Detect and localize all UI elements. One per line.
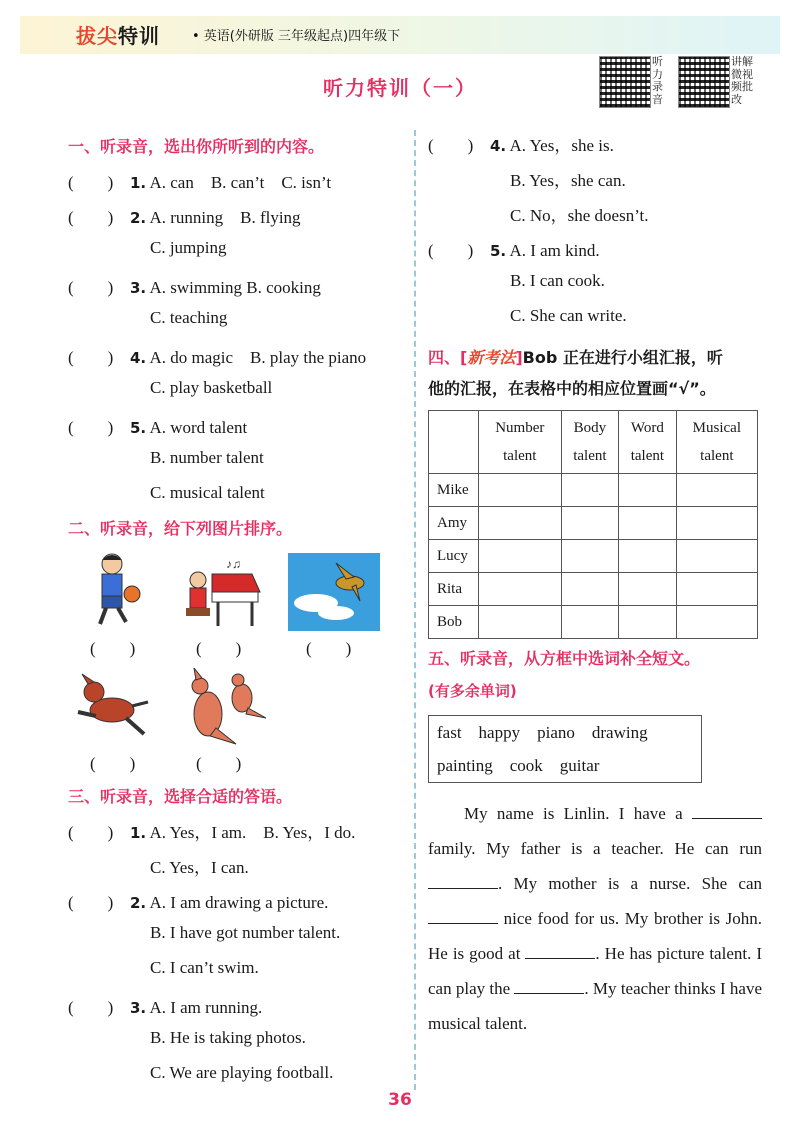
question-line	[68, 1028, 306, 1048]
option-text: A. I am kind.	[506, 241, 600, 260]
section5-note: (有多余单词)	[428, 682, 517, 700]
option-text: A. can B. can’t C. isn’t	[146, 173, 332, 192]
page-title: 听力特训（一）	[323, 76, 477, 100]
answer-paren[interactable]: ( )	[428, 241, 474, 260]
kangaroos-picture	[180, 668, 270, 748]
fill-blank[interactable]	[428, 909, 498, 924]
row-name: Lucy	[429, 540, 479, 573]
table-cell[interactable]	[619, 507, 677, 540]
column-header: Body talent	[561, 411, 619, 474]
word-bank-box	[428, 715, 702, 783]
answer-paren[interactable]: ( )	[68, 823, 114, 842]
table-cell[interactable]	[676, 474, 757, 507]
question-line	[68, 448, 264, 468]
option-text: C. We are playing football.	[150, 1063, 334, 1082]
table-cell[interactable]	[619, 474, 677, 507]
option-text: B. Yes，she can.	[510, 171, 626, 190]
question-line	[68, 818, 355, 843]
option-text: B. I have got number talent.	[150, 923, 341, 942]
table-cell[interactable]	[676, 540, 757, 573]
answer-paren[interactable]: ( )	[68, 348, 114, 367]
option-text: C. teaching	[150, 308, 228, 327]
question-number: 4.	[130, 349, 147, 367]
option-text: C. She can write.	[510, 306, 627, 325]
question-line	[68, 413, 247, 438]
option-text: B. He is taking photos.	[150, 1028, 306, 1047]
question-line	[68, 993, 262, 1018]
question-line	[428, 201, 649, 226]
question-number: 5.	[490, 242, 507, 260]
column-header: Number talent	[479, 411, 562, 474]
table-cell[interactable]	[676, 606, 757, 639]
picture-answer-blank[interactable]: ( )	[90, 639, 136, 658]
table-row	[429, 540, 758, 573]
svg-text:♪♫: ♪♫	[226, 557, 241, 571]
table-cell[interactable]	[676, 573, 757, 606]
question-line	[68, 888, 328, 913]
table-cell[interactable]	[619, 573, 677, 606]
table-row	[429, 573, 758, 606]
page-number: 36	[388, 1090, 412, 1110]
question-number: 2.	[130, 209, 147, 227]
qr-video-label: 讲解微视频批改	[731, 55, 753, 106]
answer-paren[interactable]: ( )	[68, 278, 114, 297]
column-divider	[414, 130, 416, 1090]
table-cell[interactable]	[561, 540, 619, 573]
question-line	[428, 306, 627, 326]
picture-answer-blank[interactable]: ( )	[196, 639, 242, 658]
row-name: Mike	[429, 474, 479, 507]
fill-blank[interactable]	[692, 804, 762, 819]
option-text: C. Yes，I can.	[150, 858, 249, 877]
option-text: A. running B. flying	[146, 208, 301, 227]
question-number: 1.	[130, 824, 147, 842]
question-line	[68, 273, 321, 298]
question-number: 1.	[130, 174, 147, 192]
answer-paren[interactable]: ( )	[428, 136, 474, 155]
answer-paren[interactable]: ( )	[68, 998, 114, 1017]
column-header: Musical talent	[676, 411, 757, 474]
question-line	[428, 271, 605, 291]
question-number: 4.	[490, 137, 507, 155]
option-text: A. I am drawing a picture.	[146, 893, 329, 912]
question-line	[68, 203, 301, 228]
fill-blank[interactable]	[525, 944, 595, 959]
table-header-row	[429, 411, 758, 474]
qr-code-video-icon[interactable]	[678, 56, 730, 108]
fill-blank[interactable]	[428, 874, 498, 889]
qr-code-audio-icon[interactable]	[599, 56, 651, 108]
table-cell[interactable]	[676, 507, 757, 540]
column-header: Word talent	[619, 411, 677, 474]
option-text: A. Yes，I am. B. Yes，I do.	[146, 823, 356, 842]
option-text: C. musical talent	[150, 483, 265, 502]
question-line	[68, 238, 227, 258]
question-number: 5.	[130, 419, 147, 437]
question-number: 3.	[130, 279, 147, 297]
question-number: 3.	[130, 999, 147, 1017]
row-name: Amy	[429, 507, 479, 540]
option-text: C. jumping	[150, 238, 227, 257]
option-text: B. I can cook.	[510, 271, 605, 290]
flying-bird-picture	[288, 553, 380, 631]
table-cell[interactable]	[479, 540, 562, 573]
word-bank-line: painting cook guitar	[437, 756, 600, 775]
table-cell[interactable]	[561, 474, 619, 507]
option-text: A. I am running.	[146, 998, 263, 1017]
header-bar	[20, 16, 780, 54]
new-exam-tag: 新考法	[467, 348, 516, 367]
fill-blank[interactable]	[514, 979, 584, 994]
question-line	[68, 168, 331, 193]
option-text: C. No，she doesn’t.	[510, 206, 649, 225]
word-bank-line: fast happy piano drawing	[437, 723, 648, 742]
option-text: A. Yes，she is.	[506, 136, 614, 155]
piano-girl-picture	[182, 554, 262, 630]
option-text: A. do magic B. play the piano	[146, 348, 367, 367]
talent-table	[428, 410, 758, 639]
picture-answer-blank[interactable]: ( )	[90, 754, 136, 773]
table-row	[429, 606, 758, 639]
question-line	[68, 958, 259, 978]
question-line	[428, 236, 600, 261]
answer-paren[interactable]: ( )	[68, 173, 114, 192]
question-line	[68, 1063, 333, 1083]
table-cell[interactable]	[619, 540, 677, 573]
section1-heading: 一、听录音，选出你所听到的内容。	[68, 137, 325, 156]
table-row	[429, 474, 758, 507]
option-text: A. word talent	[146, 418, 248, 437]
question-line	[68, 853, 249, 878]
question-line	[68, 308, 227, 328]
brand-logo: 拔尖特训	[76, 24, 160, 48]
basketball-boy-picture	[82, 550, 152, 630]
answer-paren[interactable]: ( )	[68, 893, 114, 912]
question-number: 2.	[130, 894, 147, 912]
running-dog-picture	[72, 672, 152, 744]
answer-paren[interactable]: ( )	[68, 418, 114, 437]
question-line	[68, 343, 366, 368]
table-cell[interactable]	[479, 474, 562, 507]
option-text: A. swimming B. cooking	[146, 278, 321, 297]
book-info: • 英语(外研版 三年级起点)四年级下	[192, 29, 401, 44]
table-cell[interactable]	[619, 606, 677, 639]
table-cell[interactable]	[479, 507, 562, 540]
picture-answer-blank[interactable]: ( )	[196, 754, 242, 773]
section5-heading: 五、听录音，从方框中选词补全短文。	[428, 649, 701, 668]
table-cell[interactable]	[561, 573, 619, 606]
question-line	[68, 483, 265, 503]
table-cell[interactable]	[561, 507, 619, 540]
table-cell[interactable]	[479, 606, 562, 639]
answer-paren[interactable]: ( )	[68, 208, 114, 227]
row-name: Bob	[429, 606, 479, 639]
table-cell[interactable]	[479, 573, 562, 606]
table-row	[429, 507, 758, 540]
section4-heading: 四、[新考法]Bob 正在进行小组汇报，听 他的汇报，在表格中的相应位置画“√”。	[428, 348, 723, 398]
question-line	[428, 131, 614, 156]
option-text: B. number talent	[150, 448, 264, 467]
table-cell[interactable]	[561, 606, 619, 639]
qr-audio-label: 听力录音	[652, 55, 663, 106]
question-line	[68, 923, 340, 943]
question-line	[68, 378, 272, 398]
option-text: C. I can’t swim.	[150, 958, 259, 977]
option-text: C. play basketball	[150, 378, 273, 397]
section2-heading: 二、听录音，给下列图片排序。	[68, 519, 293, 538]
question-line	[428, 166, 626, 191]
picture-answer-blank[interactable]: ( )	[306, 639, 352, 658]
passage: My name is Linlin. I have a family. My father is a teacher. He can run . My mother is a nurse. She can nice food for us. My brother is John. He is good at . He has picture talent. I can play the . My teacher thinks I have musical talent.	[428, 804, 762, 1033]
section3-heading: 三、听录音，选择合适的答语。	[68, 787, 293, 806]
row-name: Rita	[429, 573, 479, 606]
